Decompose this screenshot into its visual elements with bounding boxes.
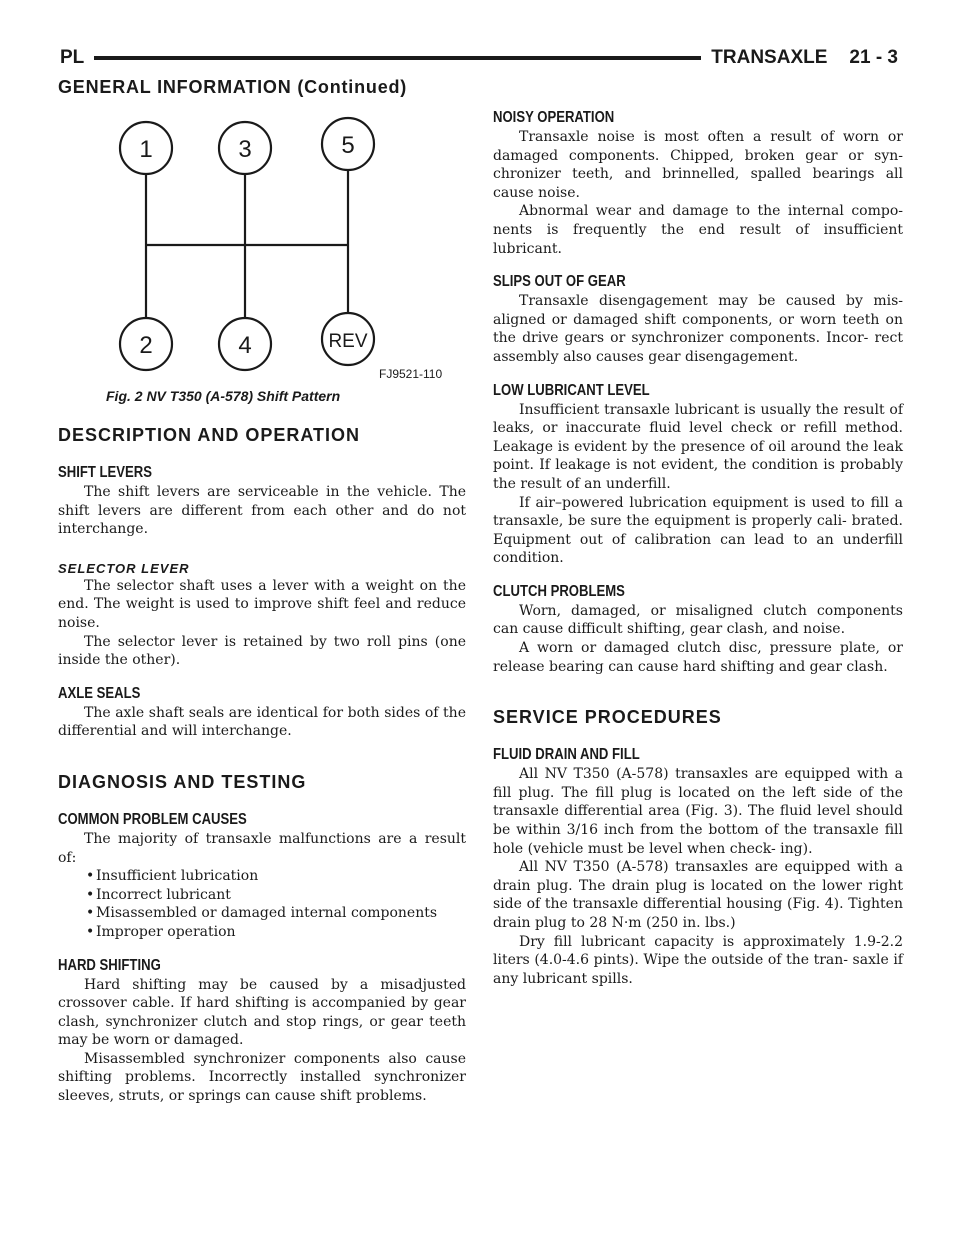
- heading-clutch-problems: CLUTCH PROBLEMS: [493, 582, 625, 600]
- heading-fluid-drain-fill: FLUID DRAIN AND FILL: [493, 746, 640, 764]
- right-column: [493, 108, 903, 988]
- shift-pattern-figure: [58, 108, 466, 384]
- para-selector-1: The selector shaft uses a lever with a weight on the end. The weight is used to improve shift feel and reduce noise.: [58, 577, 466, 631]
- para-common-problems: The majority of transaxle malfunctions are a result of:: [58, 830, 466, 866]
- header-section-code: PL: [60, 47, 85, 68]
- para-axle-seals: The axle shaft seals are identical for both sides of the differential and will interchange.: [58, 704, 466, 740]
- para-low-lubricant-1: Insufficient transaxle lubricant is usually the result of leaks, or inaccurate fluid level check or refill method. Leakage is evident by the presence of oil around the leak point. If leakage is not evident, the condition is probably the result of an underfill.: [493, 401, 903, 492]
- header-chapter-title: TRANSAXLE: [711, 47, 828, 68]
- left-column: [58, 108, 466, 1106]
- para-shift-levers: The shift levers are serviceable in the vehicle. The shift levers are different from each other and do not interchange.: [58, 484, 466, 538]
- para-noisy-1: Transaxle noise is most often a result of worn or damaged components. Chipped, broken gear or syn- chronizer teeth, and brinnelled, spalled bearings all cause noise.: [493, 129, 903, 201]
- problem-causes-list: [58, 867, 466, 941]
- section-heading-diagnosis: DIAGNOSIS AND TESTING: [58, 771, 307, 792]
- para-hard-shifting-2: Misassembled synchronizer components also cause shifting problems. Incorrectly installed synchronizer sleeves, struts, or springs can cause shift problems.: [58, 1050, 466, 1105]
- gear-label-2: 2: [139, 332, 153, 359]
- para-fluid-2: All NV T350 (A-578) transaxles are equipped with a drain plug. The drain plug is located on the lower right side of the transaxle differential housing (Fig. 4). Tighten drain plug to 28 N·m (250 in. lbs.): [493, 859, 903, 931]
- gear-label-4: 4: [238, 332, 252, 359]
- shift-pattern-diagram: [104, 108, 464, 380]
- list-item: • Misassembled or damaged internal components: [86, 905, 438, 922]
- header-rule: [94, 56, 701, 60]
- para-low-lubricant-2: If air–powered lubrication equipment is used to fill a transaxle, be sure the equipment is properly cali- brated. Equipment out of calibration can lead to an underfill condition.: [493, 494, 903, 567]
- para-selector-2: The selector lever is retained by two roll pins (one inside the other).: [58, 633, 466, 669]
- gear-label-3: 3: [238, 136, 252, 163]
- continued-section-title: GENERAL INFORMATION (Continued): [58, 77, 408, 97]
- figure-code: FJ9521-110: [379, 367, 443, 380]
- para-fluid-3: Dry fill lubricant capacity is approximately 1.9-2.2 liters (4.0-4.6 pints). Wipe the outside of the tran- saxle if any lubricant spills.: [493, 933, 903, 987]
- para-clutch-2: A worn or damaged clutch disc, pressure plate, or release bearing can cause hard shifting and gear clash.: [493, 640, 903, 675]
- para-clutch-1: Worn, damaged, or misaligned clutch components can cause difficult shifting, gear clash, and noise.: [493, 602, 903, 638]
- header-page-number: 21 - 3: [849, 47, 898, 68]
- gear-label-1: 1: [139, 136, 153, 163]
- gear-label-5: 5: [341, 132, 355, 159]
- section-heading-description: DESCRIPTION AND OPERATION: [58, 425, 361, 445]
- list-item: • Insufficient lubrication: [86, 868, 259, 885]
- heading-noisy-operation: NOISY OPERATION: [493, 109, 615, 126]
- page-header: [60, 46, 898, 70]
- heading-low-lubricant: LOW LUBRICANT LEVEL: [493, 381, 650, 399]
- heading-shift-levers: SHIFT LEVERS: [58, 464, 153, 481]
- para-slips: Transaxle disengagement may be caused by mis- aligned or damaged shift components, or worn teeth on the drive gears or synchronizer components. Incor- rect assembly also causes gear disengagement.: [493, 293, 903, 365]
- heading-hard-shifting: HARD SHIFTING: [58, 956, 161, 974]
- list-item: • Incorrect lubricant: [86, 886, 231, 903]
- para-noisy-2: Abnormal wear and damage to the internal compo- nents is frequently the end result of insufficient lubricant.: [493, 203, 903, 257]
- heading-axle-seals: AXLE SEALS: [58, 684, 141, 702]
- gear-label-rev: REV: [328, 331, 368, 352]
- heading-slips-out-of-gear: SLIPS OUT OF GEAR: [493, 273, 626, 291]
- heading-selector-lever: SELECTOR LEVER: [58, 560, 190, 576]
- heading-common-problems: COMMON PROBLEM CAUSES: [58, 810, 247, 828]
- list-item: • Improper operation: [86, 923, 236, 940]
- figure-caption: Fig. 2 NV T350 (A-578) Shift Pattern: [106, 388, 341, 404]
- para-fluid-1: All NV T350 (A-578) transaxles are equipped with a fill plug. The fill plug is located on the left side of the transaxle differential area (Fig. 3). The fluid level should be within 3/16 inch from the bottom of the transaxle fill hole (vehicle must be level when check- ing).: [493, 766, 903, 857]
- section-heading-service: SERVICE PROCEDURES: [493, 707, 722, 728]
- para-hard-shifting-1: Hard shifting may be caused by a misadjusted crossover cable. If hard shifting is accompanied by gear clash, synchronizer clutch and stop rings, or gear teeth may be worn or damaged.: [58, 976, 466, 1049]
